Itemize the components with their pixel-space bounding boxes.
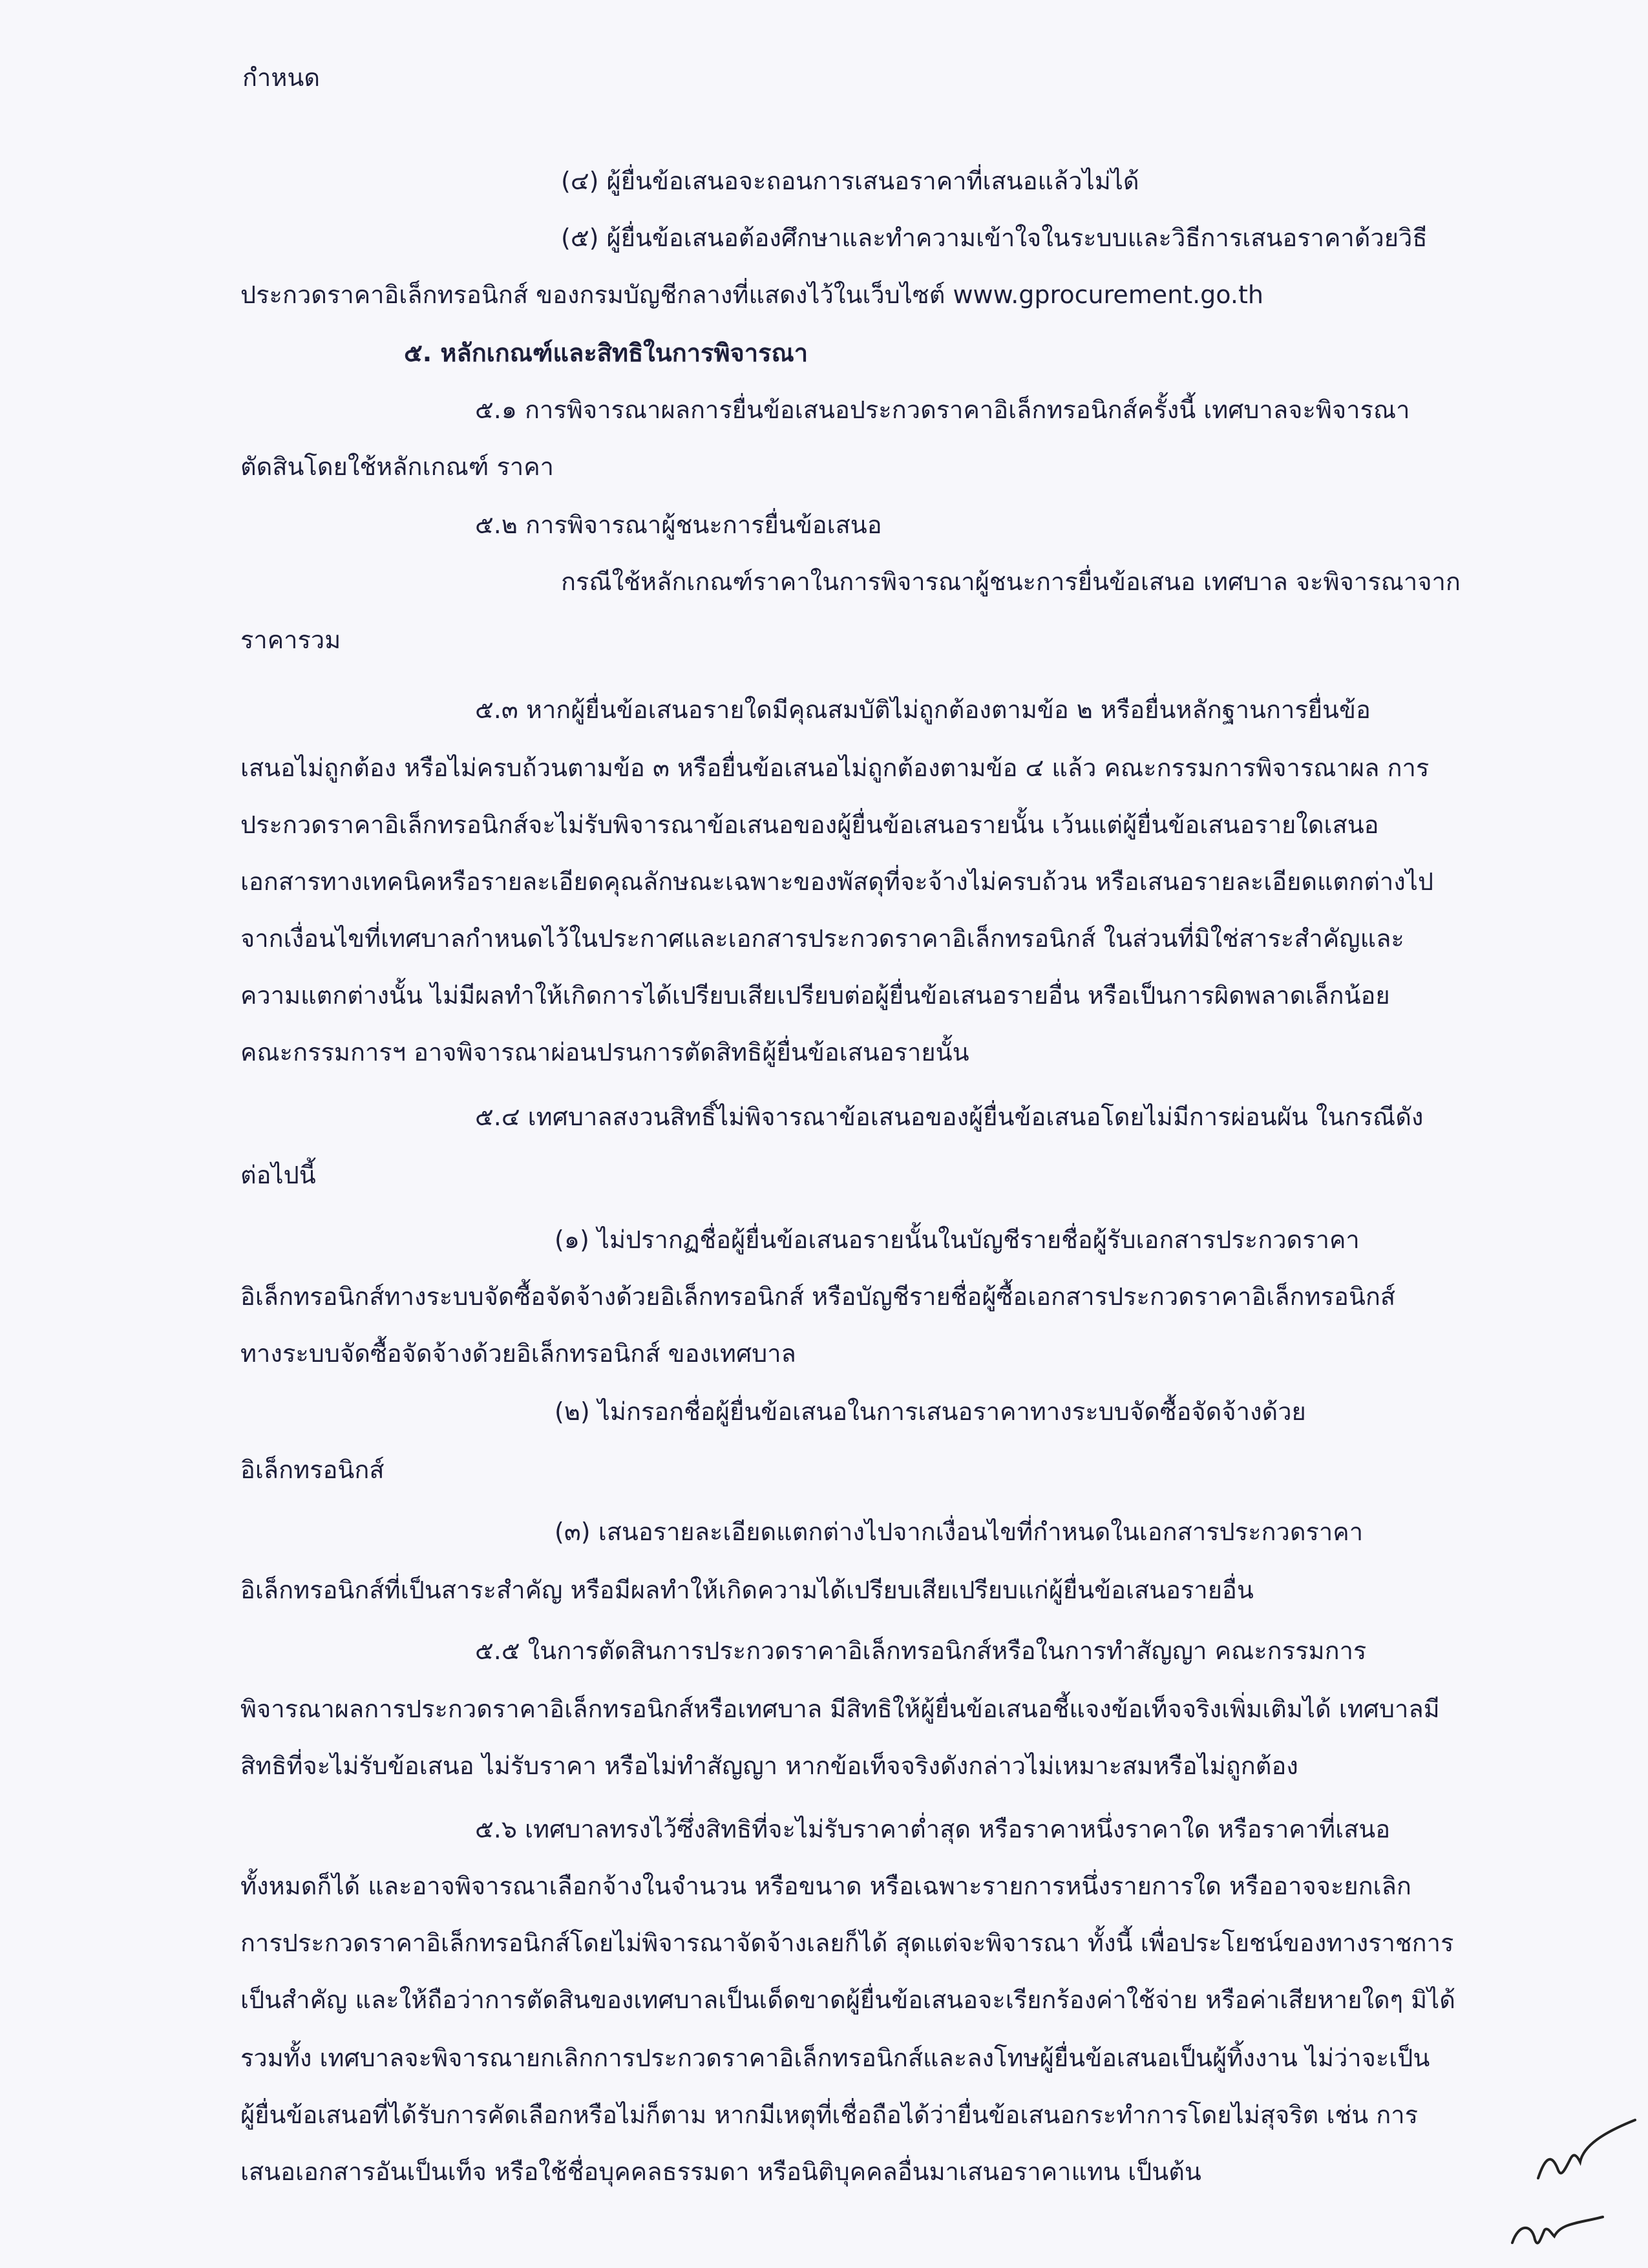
text-line: ทางระบบจัดซื้อจัดจ้างด้วยอิเล็กทรอนิกส์ ของเทศบาล bbox=[240, 1339, 796, 1368]
text-line: เอกสารทางเทคนิคหรือรายละเอียดคุณลักษณะเฉพาะของพัสดุที่จะจ้างไม่ครบถ้วน หรือเสนอรายละเอียดแตกต่างไป bbox=[240, 867, 1434, 896]
text-line: ๕.๒ การพิจารณาผู้ชนะการยื่นข้อเสนอ bbox=[475, 511, 882, 539]
text-line: ๕.๓ หากผู้ยื่นข้อเสนอรายใดมีคุณสมบัติไม่ถูกต้องตามข้อ ๒ หรือยื่นหลักฐานการยื่นข้อ bbox=[475, 695, 1371, 724]
text-line: ความแตกต่างนั้น ไม่มีผลทำให้เกิดการได้เปรียบเสียเปรียบต่อผู้ยื่นข้อเสนอรายอื่น หรือเป็นการผิดพลาดเล็กน้อย bbox=[240, 981, 1390, 1010]
text-line: กำหนด bbox=[242, 63, 321, 92]
text-line: คณะกรรมการฯ อาจพิจารณาผ่อนปรนการตัดสิทธิผู้ยื่นข้อเสนอรายนั้น bbox=[240, 1038, 969, 1066]
text-line: (๔) ผู้ยื่นข้อเสนอจะถอนการเสนอราคาที่เสนอแล้วไม่ได้ bbox=[561, 167, 1139, 195]
text-line: ๕.๕ ในการตัดสินการประกวดราคาอิเล็กทรอนิกส์หรือในการทำสัญญา คณะกรรมการ bbox=[475, 1637, 1367, 1665]
text-line: ทั้งหมดก็ได้ และอาจพิจารณาเลือกจ้างในจำนวน หรือขนาด หรือเฉพาะรายการหนึ่งรายการใด หรืออาจจะยกเลิก bbox=[240, 1872, 1411, 1900]
text-line: ๕.๔ เทศบาลสงวนสิทธิ์ไม่พิจารณาข้อเสนอของผู้ยื่นข้อเสนอโดยไม่มีการผ่อนผัน ในกรณีดัง bbox=[475, 1103, 1424, 1131]
text-line: ราคารวม bbox=[240, 626, 341, 654]
text-line: รวมทั้ง เทศบาลจะพิจารณายกเลิกการประกวดราคาอิเล็กทรอนิกส์และลงโทษผู้ยื่นข้อเสนอเป็นผู้ทิ้งงาน ไม่ว่าจะเป็น bbox=[240, 2044, 1430, 2072]
text-line: ประกวดราคาอิเล็กทรอนิกส์จะไม่รับพิจารณาข้อเสนอของผู้ยื่นข้อเสนอรายนั้น เว้นแต่ผู้ยื่นข้อเสนอรายใดเสนอ bbox=[240, 811, 1379, 839]
text-line: พิจารณาผลการประกวดราคาอิเล็กทรอนิกส์หรือเทศบาล มีสิทธิให้ผู้ยื่นข้อเสนอชี้แจงข้อเท็จจริงเพิ่มเติมได้ เทศบาลมี bbox=[240, 1695, 1440, 1723]
text-line: (๕) ผู้ยื่นข้อเสนอต้องศึกษาและทำความเข้าใจในระบบและวิธีการเสนอราคาด้วยวิธี bbox=[561, 224, 1428, 252]
text-line: อิเล็กทรอนิกส์ทางระบบจัดซื้อจัดจ้างด้วยอิเล็กทรอนิกส์ หรือบัญชีรายชื่อผู้ซื้อเอกสารประกวดราคาอิเล็กทรอนิกส์ bbox=[240, 1282, 1396, 1311]
text-line: อิเล็กทรอนิกส์ bbox=[240, 1456, 385, 1484]
text-line: (๒) ไม่กรอกชื่อผู้ยื่นข้อเสนอในการเสนอราคาทางระบบจัดซื้อจัดจ้างด้วย bbox=[555, 1397, 1306, 1426]
text-line: จากเงื่อนไขที่เทศบาลกำหนดไว้ในประกาศและเอกสารประกวดราคาอิเล็กทรอนิกส์ ในส่วนที่มิใช่สาระสำคัญและ bbox=[240, 924, 1404, 953]
text-line: (๑) ไม่ปรากฏชื่อผู้ยื่นข้อเสนอรายนั้นในบัญชีรายชื่อผู้รับเอกสารประกวดราคา bbox=[555, 1225, 1360, 1254]
section-heading: ๕. หลักเกณฑ์และสิทธิในการพิจารณา bbox=[404, 339, 808, 367]
signature-mark bbox=[1506, 2198, 1609, 2262]
text-line: ต่อไปนี้ bbox=[240, 1161, 316, 1189]
text-line: ๕.๑ การพิจารณาผลการยื่นข้อเสนอประกวดราคาอิเล็กทรอนิกส์ครั้งนี้ เทศบาลจะพิจารณา bbox=[475, 396, 1410, 424]
signature-mark bbox=[1525, 2107, 1642, 2191]
text-line: การประกวดราคาอิเล็กทรอนิกส์โดยไม่พิจารณาจัดจ้างเลยก็ได้ สุดแต่จะพิจารณา ทั้งนี้ เพื่อประโยชน์ของทางราชการ bbox=[240, 1929, 1454, 1957]
text-line: เป็นสำคัญ และให้ถือว่าการตัดสินของเทศบาลเป็นเด็ดขาดผู้ยื่นข้อเสนอจะเรียกร้องค่าใช้จ่าย หรือค่าเสียหายใดๆ มิได้ bbox=[240, 1986, 1455, 2014]
text-line: สิทธิที่จะไม่รับข้อเสนอ ไม่รับราคา หรือไม่ทำสัญญา หากข้อเท็จจริงดังกล่าวไม่เหมาะสมหรือไม่ถูกต้อง bbox=[240, 1752, 1298, 1780]
text-line: ตัดสินโดยใช้หลักเกณฑ์ ราคา bbox=[240, 452, 554, 481]
text-line: เสนอไม่ถูกต้อง หรือไม่ครบถ้วนตามข้อ ๓ หรือยื่นข้อเสนอไม่ถูกต้องตามข้อ ๔ แล้ว คณะกรรมการพิจารณาผล การ bbox=[240, 754, 1430, 782]
text-line: (๓) เสนอรายละเอียดแตกต่างไปจากเงื่อนไขที่กำหนดในเอกสารประกวดราคา bbox=[555, 1518, 1364, 1546]
text-line: ผู้ยื่นข้อเสนอที่ได้รับการคัดเลือกหรือไม่ก็ตาม หากมีเหตุที่เชื่อถือได้ว่ายื่นข้อเสนอกระทำการโดยไม่สุจริต เช่น การ bbox=[240, 2101, 1419, 2129]
text-line: ประกวดราคาอิเล็กทรอนิกส์ ของกรมบัญชีกลางที่แสดงไว้ในเว็บไซต์ www.gprocurement.go.th bbox=[240, 281, 1263, 309]
text-line: ๕.๖ เทศบาลทรงไว้ซึ่งสิทธิที่จะไม่รับราคาต่ำสุด หรือราคาหนึ่งราคาใด หรือราคาที่เสนอ bbox=[475, 1815, 1391, 1843]
text-line: เสนอเอกสารอันเป็นเท็จ หรือใช้ชื่อบุคคลธรรมดา หรือนิติบุคคลอื่นมาเสนอราคาแทน เป็นต้น bbox=[240, 2157, 1201, 2186]
text-line: อิเล็กทรอนิกส์ที่เป็นสาระสำคัญ หรือมีผลทำให้เกิดความได้เปรียบเสียเปรียบแก่ผู้ยื่นข้อเสนอรายอื่น bbox=[240, 1576, 1254, 1604]
text-line: กรณีใช้หลักเกณฑ์ราคาในการพิจารณาผู้ชนะการยื่นข้อเสนอ เทศบาล จะพิจารณาจาก bbox=[561, 567, 1461, 596]
